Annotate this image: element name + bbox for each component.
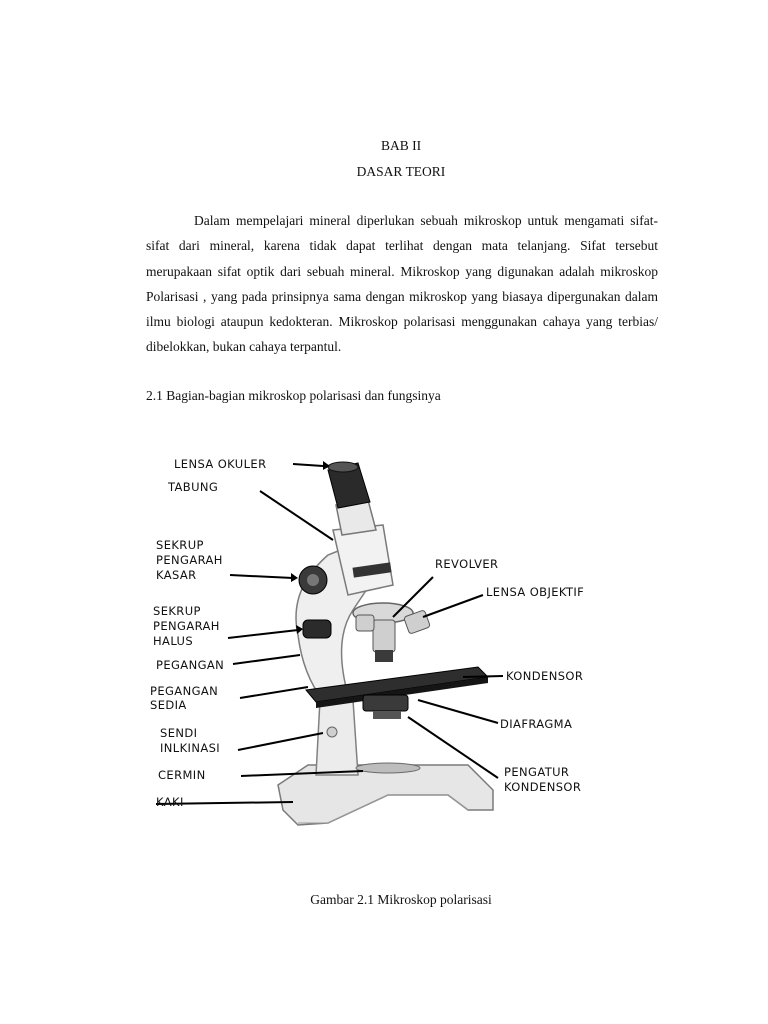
label-tabung: TABUNG <box>168 480 219 494</box>
body-paragraph <box>146 208 658 360</box>
label-pengatur-1: PENGATUR <box>504 765 570 779</box>
label-sendi-2: INLKINASI <box>160 741 221 755</box>
label-sekrup-kasar-3: KASAR <box>156 568 197 582</box>
label-diafragma: DIAFRAGMA <box>500 717 573 731</box>
label-kaki: KAKI <box>156 795 184 809</box>
label-lensa-objektif: LENSA OBJEKTIF <box>486 585 585 599</box>
chapter-title: DASAR TEORI <box>356 164 446 179</box>
label-sendi-1: SENDI <box>160 726 198 740</box>
label-lensa-okuler: LENSA OKULER <box>174 457 267 471</box>
label-kondensor: KONDENSOR <box>506 669 584 683</box>
label-pengatur-2: KONDENSOR <box>504 780 582 794</box>
microscope-figure <box>148 445 618 850</box>
label-cermin: CERMIN <box>158 768 206 782</box>
label-sekrup-halus-2: PENGARAH <box>153 619 220 633</box>
label-sekrup-kasar-2: PENGARAH <box>156 553 223 567</box>
label-sekrup-kasar-1: SEKRUP <box>156 538 204 552</box>
figure-caption: Gambar 2.1 Mikroskop polarisasi <box>310 892 492 907</box>
chapter-number: BAB II <box>380 138 422 153</box>
label-pegangan-sedia-2: SEDIA <box>150 698 187 712</box>
label-sekrup-halus-1: SEKRUP <box>153 604 201 618</box>
label-pegangan-sedia-1: PEGANGAN <box>150 684 219 698</box>
body-paragraph-text: Dalam mempelajari mineral diperlukan sebuah mikroskop untuk mengamati sifat-sifat dari mineral, karena tidak dapat terlihat dengan mata telanjang. Sifat tersebut merupakaan sifat optik dari sebuah mineral. Mikroskop yang digunakan adalah mikroskop Polarisasi , yang pada prinsipnya sama dengan mikroskop yang biasaya dipergunakan dalam ilmu biologi ataupun kedokteran. Mikroskop polarisasi menggunakan cahaya yang terbias/ dibelokkan, bukan cahaya terpantul. <box>146 213 658 355</box>
label-sekrup-halus-3: HALUS <box>153 634 194 648</box>
section-heading: 2.1 Bagian-bagian mikroskop polarisasi dan fungsinya <box>146 388 441 403</box>
label-revolver: REVOLVER <box>435 557 499 571</box>
label-pegangan: PEGANGAN <box>156 658 225 672</box>
